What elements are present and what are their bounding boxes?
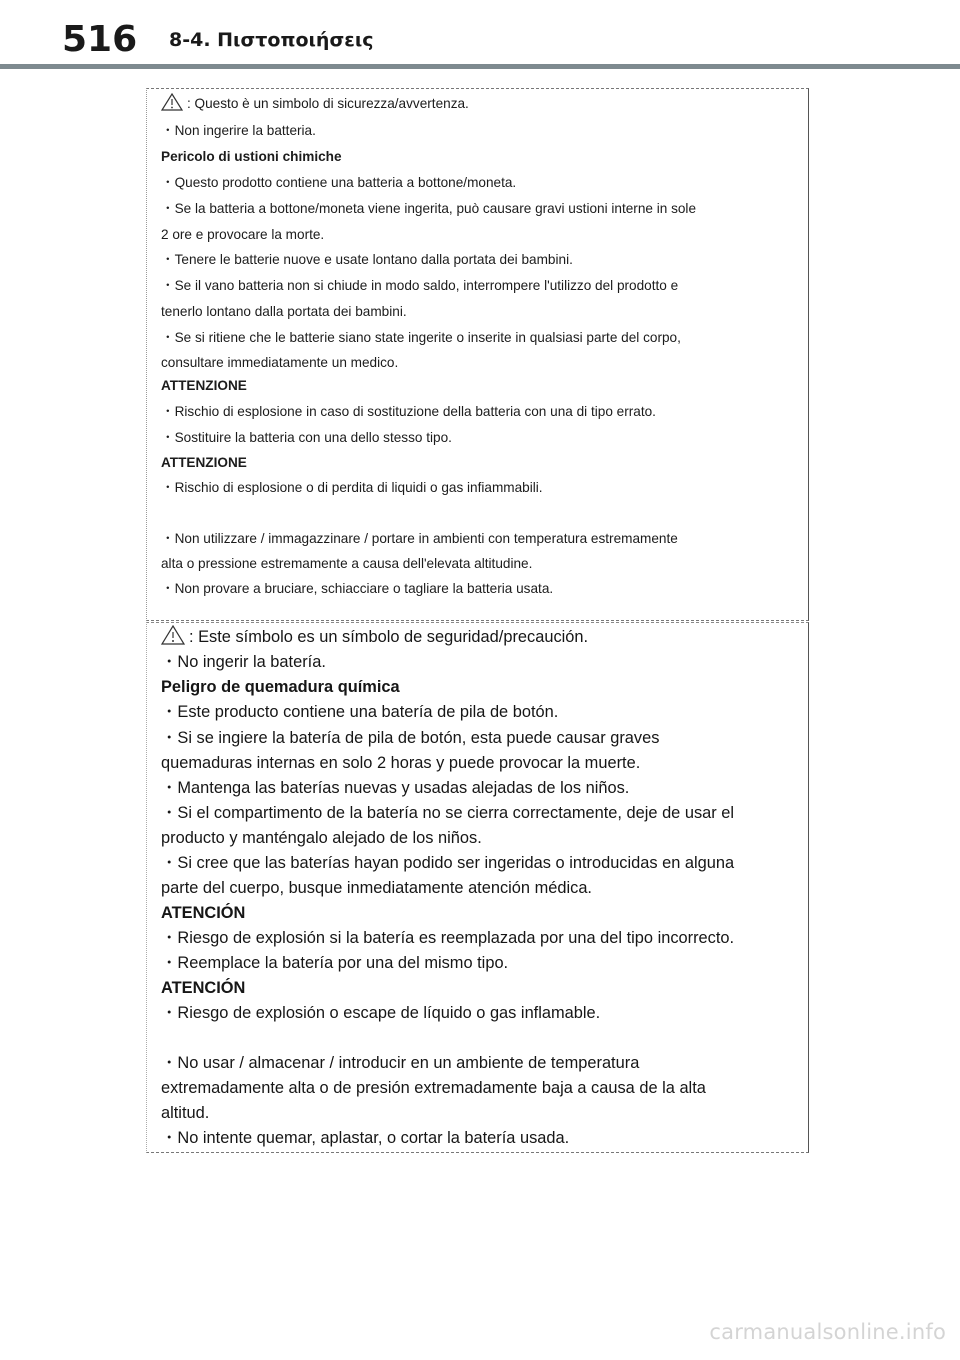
italian-heading-chemical-burn: Pericolo di ustioni chimiche bbox=[161, 149, 342, 164]
italian-line: ・Questo prodotto contiene una batteria a bottone/moneta. bbox=[161, 175, 517, 190]
spanish-line: ・Este producto contiene una batería de pila de botón. bbox=[161, 703, 559, 721]
italian-line: ・Se il vano batteria non si chiude in modo saldo, interrompere l'utilizzo del prodotto e bbox=[161, 278, 679, 293]
italian-line: ・Sostituire la batteria con una dello stesso tipo. bbox=[161, 430, 452, 445]
italian-line: ・Non provare a bruciare, schiacciare o tagliare la batteria usata. bbox=[161, 581, 554, 596]
spanish-line: ・Reemplace la batería por una del mismo tipo. bbox=[161, 954, 509, 972]
spanish-line: quemaduras internas en solo 2 horas y puede provocar la muerte. bbox=[161, 754, 641, 772]
spanish-line: ・Riesgo de explosión si la batería es reemplazada por una del tipo incorrecto. bbox=[161, 929, 735, 947]
watermark: carmanualsonline.info bbox=[709, 1320, 946, 1344]
spanish-line: producto y manténgalo alejado de los niños. bbox=[161, 829, 482, 847]
page-number: 516 bbox=[62, 19, 138, 60]
spanish-heading-atencion: ATENCIÓN bbox=[161, 904, 246, 922]
warning-triangle-icon bbox=[161, 93, 183, 117]
italian-line: ・Tenere le batterie nuove e usate lontano dalla portata dei bambini. bbox=[161, 252, 573, 267]
italian-heading-attenzione: ATTENZIONE bbox=[161, 455, 247, 470]
spanish-line: ・No ingerir la batería. bbox=[161, 653, 326, 671]
italian-line: ・Non ingerire la batteria. bbox=[161, 123, 316, 138]
spanish-line: ・No usar / almacenar / introducir en un ambiente de temperatura bbox=[161, 1054, 640, 1072]
spanish-line: ・Mantenga las baterías nuevas y usadas alejadas de los niños. bbox=[161, 779, 630, 797]
italian-line: ・Non utilizzare / immagazzinare / portare in ambienti con temperatura estremamente bbox=[161, 531, 678, 546]
spanish-heading-atencion: ATENCIÓN bbox=[161, 979, 246, 997]
italian-line: ・Se la batteria a bottone/moneta viene ingerita, può causare gravi ustioni interne in sole bbox=[161, 201, 697, 216]
spanish-line: altitud. bbox=[161, 1104, 210, 1122]
page-header bbox=[0, 0, 960, 70]
italian-line: ・Rischio di esplosione in caso di sostituzione della batteria con una di tipo errato. bbox=[161, 404, 656, 419]
italian-heading-attenzione: ATTENZIONE bbox=[161, 378, 247, 393]
warning-triangle-icon bbox=[161, 625, 185, 652]
italian-symbol-note: : Questo è un simbolo di sicurezza/avvertenza. bbox=[161, 93, 469, 117]
italian-line: consultare immediatamente un medico. bbox=[161, 355, 399, 370]
spanish-symbol-note: : Este símbolo es un símbolo de seguridad/precaución. bbox=[161, 625, 588, 652]
italian-line: ・Se si ritiene che le batterie siano state ingerite o inserite in qualsiasi parte del corpo, bbox=[161, 330, 681, 345]
italian-line: ・Rischio di esplosione o di perdita di liquidi o gas infiammabili. bbox=[161, 480, 543, 495]
spanish-line: ・Riesgo de explosión o escape de líquido o gas inflamable. bbox=[161, 1004, 601, 1022]
italian-warning-box bbox=[146, 88, 809, 621]
spanish-line: extremadamente alta o de presión extremadamente baja a causa de la alta bbox=[161, 1079, 706, 1097]
section-title: 8-4. Πιστοποιήσεις bbox=[169, 29, 374, 51]
italian-line: tenerlo lontano dalla portata dei bambini. bbox=[161, 304, 407, 319]
spanish-line: ・Si cree que las baterías hayan podido ser ingeridas o introducidas en alguna bbox=[161, 854, 735, 872]
spanish-line: parte del cuerpo, busque inmediatamente atención médica. bbox=[161, 879, 592, 897]
italian-line: alta o pressione estremamente a causa dell'elevata altitudine. bbox=[161, 556, 533, 571]
spanish-line: ・No intente quemar, aplastar, o cortar la batería usada. bbox=[161, 1129, 570, 1147]
header-rule bbox=[0, 64, 960, 69]
spanish-line: ・Si el compartimento de la batería no se cierra correctamente, deje de usar el bbox=[161, 804, 735, 822]
spanish-warning-box bbox=[146, 622, 809, 1153]
spanish-heading-chemical-burn: Peligro de quemadura química bbox=[161, 678, 400, 696]
spanish-line: ・Si se ingiere la batería de pila de botón, esta puede causar graves bbox=[161, 729, 660, 747]
italian-line: 2 ore e provocare la morte. bbox=[161, 227, 325, 242]
